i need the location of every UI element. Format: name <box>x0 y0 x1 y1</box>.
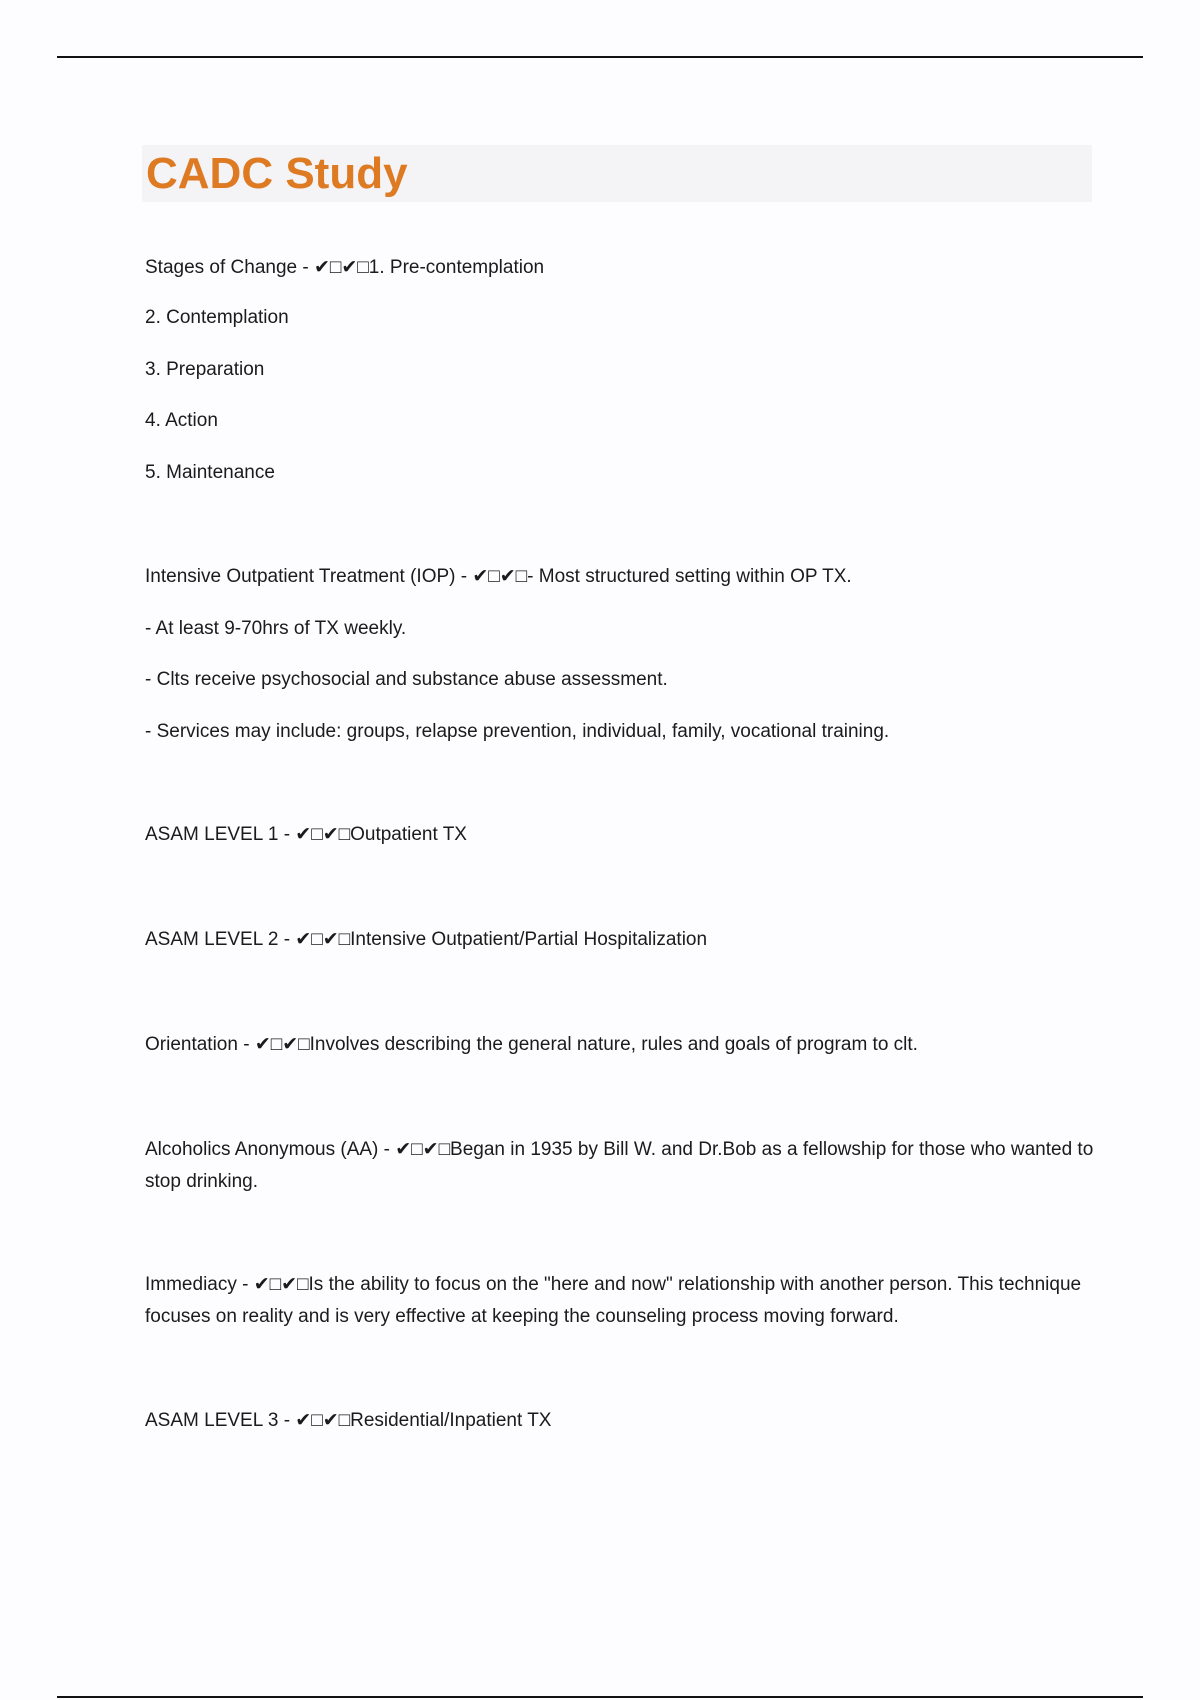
alcoholics-anonymous-entry: Alcoholics Anonymous (AA) - ✔□✔□Began in 1935 by Bill W. and Dr.Bob as a fellowship for those who wanted to stop drinking. <box>145 1139 1094 1192</box>
orientation-entry: Orientation - ✔□✔□Involves describing the general nature, rules and goals of program to clt. <box>145 1034 918 1055</box>
asam-level-2-entry: ASAM LEVEL 2 - ✔□✔□Intensive Outpatient/Partial Hospitalization <box>145 929 708 950</box>
header-rule <box>57 56 1143 58</box>
iop-detail: - At least 9-70hrs of TX weekly. <box>145 618 407 639</box>
asam-level-3-entry: ASAM LEVEL 3 - ✔□✔□Residential/Inpatient TX <box>145 1410 552 1431</box>
iop-entry: Intensive Outpatient Treatment (IOP) - ✔□✔□- Most structured setting within OP TX. <box>145 566 852 587</box>
document-title: CADC Study <box>146 149 408 198</box>
asam-level-1-entry: ASAM LEVEL 1 - ✔□✔□Outpatient TX <box>145 824 467 845</box>
stage-item: 5. Maintenance <box>145 462 275 483</box>
stage-item: 3. Preparation <box>145 359 265 380</box>
footer-rule <box>57 1696 1143 1698</box>
stage-item: 2. Contemplation <box>145 307 289 328</box>
stage-item: 4. Action <box>145 410 218 431</box>
iop-detail: - Clts receive psychosocial and substance abuse assessment. <box>145 669 668 690</box>
immediacy-entry: Immediacy - ✔□✔□Is the ability to focus on the "here and now" relationship with another person. This technique focuses on reality and is very effective at keeping the counseling process moving forward. <box>145 1274 1082 1327</box>
iop-detail: - Services may include: groups, relapse prevention, individual, family, vocational training. <box>145 721 890 742</box>
stages-of-change-entry: Stages of Change - ✔□✔□1. Pre-contemplation <box>145 257 545 278</box>
